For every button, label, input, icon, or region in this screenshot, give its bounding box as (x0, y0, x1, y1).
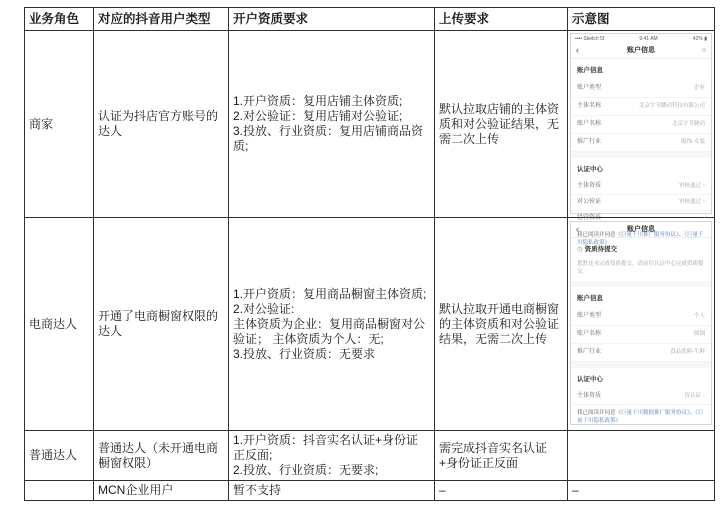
row-ecom-talent (25, 218, 715, 431)
requirement-line: 3.投放、行业资质：无要求 (233, 346, 376, 361)
cell-diagram-mcn: – (568, 481, 715, 501)
cell-requirements-merchant (229, 31, 435, 218)
requirement-line: 1.开户资质：抖音实名认证+身份证正反面; (233, 433, 419, 462)
cell-usertype-ecom: 开通了电商橱窗权限的达人 (94, 218, 229, 431)
requirement-line: 1.开户资质：复用店铺主体资质; (233, 94, 403, 108)
section-cert-center: 认证中心 (577, 166, 603, 173)
cell-upload-ecom: 默认拉取开通电商橱窗的主体资质和对公验证结果，无需二次上传 (435, 218, 568, 431)
back-icon: ‹ (576, 224, 579, 234)
phone-nav-title: 账户信息 (627, 47, 655, 54)
more-icon: ○ (701, 47, 706, 54)
cell-upload-mcn: – (435, 481, 568, 501)
agreement-text: 我已阅读并同意《巨量千川推广服务协议》、《巨量千川隐私政策》 (577, 232, 704, 246)
list-item: 账户名称 圆圆 (571, 326, 711, 344)
cell-diagram-normal (568, 431, 715, 481)
requirement-line: 2.对公验证: (233, 301, 295, 316)
section-account-info: 账户信息 (577, 67, 603, 74)
list-item: 推广行业 服饰-女装 (571, 134, 711, 152)
qualification-table (24, 7, 715, 501)
clock-icon: ◷ (577, 246, 583, 253)
list-item: 主体资质 审核通过 › (571, 179, 711, 195)
phone-nav-title: 账户信息 (627, 226, 655, 233)
phone-mockup-merchant (570, 33, 712, 246)
list-item: 主体名称 北京字节跳动科技有限公司 (571, 98, 711, 116)
requirement-line: 主体资质为企业：复用商品橱窗对公验证； 主体资质为个人：无; (233, 316, 426, 346)
row-merchant (25, 31, 715, 218)
agreement-text: 我已阅读并同意《巨量千川数据推广服务协议》、《巨量千川隐私政策》 (577, 410, 704, 424)
header-requirements: 开户资质要求 (229, 8, 435, 31)
chevron-right-icon: › (703, 183, 705, 189)
agreement-link: 《巨量千川数据推广服务协议》 (615, 410, 690, 416)
header-row (25, 8, 715, 31)
chevron-right-icon: › (703, 215, 705, 221)
phone-nav-bar (571, 222, 711, 238)
row-mcn (25, 481, 715, 501)
cell-usertype-mcn: MCN企业用户 (94, 481, 229, 501)
phone-nav-bar (571, 43, 711, 59)
section-cert-center: 认证中心 (577, 376, 603, 383)
cell-role-merchant: 商家 (25, 31, 94, 218)
list-item: 对公验证 审核通过 › (571, 195, 711, 211)
cell-role-ecom: 电商达人 (25, 218, 94, 431)
agreement-link: 《巨量千川隐私政策》 (577, 232, 704, 246)
list-item: 账户名称 北京字节跳动 (571, 116, 711, 134)
agreement-link: 《巨量千川推广服务协议》 (615, 232, 679, 238)
requirement-line: 2.对公验证：复用店铺对公验证; (233, 109, 403, 123)
battery-icon: 42% ▮ (692, 35, 707, 42)
cell-upload-normal: 需完成抖音实名认证+身份证正反面 (435, 431, 568, 481)
cell-role-mcn (25, 481, 94, 501)
row-normal-talent (25, 431, 715, 481)
cell-requirements-mcn: 暂不支持 (229, 481, 435, 501)
agreement-link: 《巨量千川隐私政策》 (577, 410, 704, 424)
list-item: 账户类型 个人 (571, 308, 711, 326)
chevron-right-icon: › (703, 199, 705, 205)
cell-usertype-merchant: 认证为抖店官方账号的达人 (94, 31, 229, 218)
back-icon: ‹ (576, 45, 579, 55)
clock-text: 9:41 AM (639, 35, 658, 42)
phone-mockup-ecom (570, 221, 712, 425)
list-item: 推广行业 食品饮料-生鲜 (571, 344, 711, 362)
requirement-line: 2.投放、行业资质：无要求; (233, 463, 379, 477)
cell-requirements-normal (229, 431, 435, 481)
cell-diagram-merchant (568, 31, 715, 246)
cell-diagram-ecom (568, 218, 715, 431)
cell-requirements-ecom (229, 218, 435, 431)
list-item: 主体资质 待认证 › (571, 389, 711, 405)
header-business-role: 业务角色 (25, 8, 94, 31)
cell-usertype-normal: 普通达人（未开通电商橱窗权限） (94, 431, 229, 481)
header-upload: 上传要求 (435, 8, 568, 31)
cell-role-normal: 普通达人 (25, 431, 94, 481)
header-diagram: 示意图 (568, 8, 715, 31)
header-user-type: 对应的抖音用户类型 (94, 8, 229, 31)
list-item: 经营资质 › (571, 211, 711, 227)
pending-submission-alert: ◷ 资质待提交 您暂还未完成资质提交，请前往认证中心完成资质提交。 (571, 238, 711, 287)
requirement-line: 3.投放、行业资质：复用店铺商品资质; (233, 124, 424, 153)
phone-status-bar (571, 34, 711, 43)
carrier-text: •••• Sketch ᗢ (575, 35, 605, 42)
cell-upload-merchant: 默认拉取店铺的主体资质和对公验证结果，无需二次上传 (435, 31, 568, 218)
list-item: 账户类型 企业 (571, 80, 711, 98)
chevron-right-icon: › (703, 393, 705, 399)
section-account-info: 账户信息 (577, 295, 603, 302)
requirement-line: 1.开户资质：复用商品橱窗主体资质; (233, 286, 427, 301)
